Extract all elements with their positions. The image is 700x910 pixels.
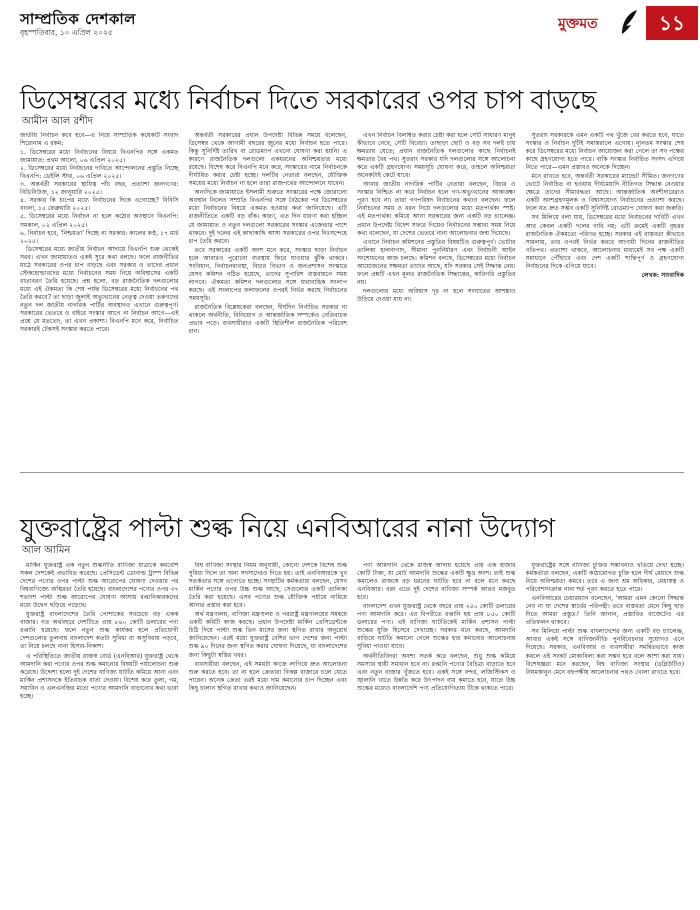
paragraph: ডিসেম্বরের মধ্যে জাতীয় নির্বাচন আদায়ে বিএনপি শুরু থেকেই সরব। এখন জামায়াতও একই সুরে কথা বলছে। ফলে রাজনীতির মাঠে সরকারের ওপর চাপ বাড়ছে এবং সরকার ও তাদের প্রধান স্টেকহোল্ডারদের মধ্যে নির্বাচনের সময় নিয়ে অবিশ্বাসের একটি বাতাবরণ তৈরি হয়েছে। প্রশ্ন হলো, বড় রাজনৈতিক দলগুলোর মধ্যে এই ঐকমত্য কি শেষ পর্যন্ত ডিসেম্বরের মধ্যে নির্বাচনের পথ তৈরি করবে? তা ছাড়া জুলাই অভ্যুত্থানের নেতৃত্ব দেওয়া তরুণদের নতুন দল জাতীয় নাগরিক পার্টির অবস্থানও এখানে গুরুত্বপূর্ণ। সরকারের ভেতরে ও বাইরে সংস্কার আগে না নির্বাচন আগে—এই প্রশ্নে যে মতভেদ, তা এখন প্রকাশ্য। বিএনপি মনে করে, নির্বাচিত সরকারই টেকসই সংস্কার করতে পারে। [20, 245, 179, 334]
paragraph: তবে সরকারের একটি অংশ মনে করে, সংস্কার ছাড়া নির্বাচন হলে আবারও পুরোনো ব্যবস্থায় ফিরে যাওয়ার ঝুঁকি থাকবে। সংবিধান, নির্বাচনব্যবস্থা, বিচার বিভাগ ও জনপ্রশাসন সংস্কারে যেসব কমিশন গঠিত হয়েছে, তাদের সুপারিশ বাস্তবায়নে সময় লাগবে। ঐকমত্য কমিশন দলগুলোর সঙ্গে ধারাবাহিক সংলাপ করছে। এই সংলাপের ফলাফলের ওপরই নির্ভর করছে নির্বাচনের সময়সূচি। [188, 246, 347, 302]
paragraph: যুক্তরাষ্ট্রের সঙ্গে বাণিজ্য চুক্তির সম্ভাবনাও খতিয়ে দেখা হচ্ছে। কর্মকর্তারা বলছেন, একটি কাঠামোগত চুক্তি হলে দীর্ঘ মেয়াদে শুল্ক নিয়ে অনিশ্চয়তা কমবে। তবে এ জন্য শ্রম অধিকার, মেধাস্বত্ব ও পরিবেশসংক্রান্ত নানা শর্ত পূরণ করতে হতে পারে। [525, 562, 684, 594]
paragraph: ৫. ডিসেম্বরের মধ্যে নির্বাচন না হলে কঠোর অবস্থানে বিএনপি: সমকাল, ০২ এপ্রিল ২০২৫। [20, 213, 179, 229]
article2-headline: যুক্তরাষ্ট্রের পাল্টা শুল্ক নিয়ে এনবিআরের নানা উদ্যোগ [20, 514, 555, 544]
article2-column-2 [189, 562, 348, 902]
article2-columns [20, 562, 684, 902]
author-note: লেখক: সাংবাদিক [641, 271, 684, 279]
article2-column-1 [20, 562, 179, 902]
paragraph: সুতরাং সরকারকে এমন একটি পথ খুঁজে বের করতে হবে, যাতে সংস্কার ও নির্বাচন দুটিই সমান্তরালে এগোয়। ন্যূনতম সংস্কার শেষ করে ডিসেম্বরের মধ্যে নির্বাচন আয়োজন করা গেলে তা সব পক্ষের কাছে গ্রহণযোগ্য হতে পারে। বাকি সংস্কার নির্বাচিত সংসদ এগিয়ে নিতে পারে—এমন প্রস্তাবও অনেকে দিচ্ছেন। [525, 132, 684, 172]
article2-byline: আল আমিন [22, 545, 71, 556]
paragraph: অন্তর্বর্তী সরকারের প্রধান উপদেষ্টা বিভিন্ন সময়ে বলেছেন, ডিসেম্বর থেকে আগামী বছরের জুনের মধ্যে নির্বাচন হতে পারে। কিন্তু সুনির্দিষ্ট তারিখ বা রোডম্যাপ এখনো ঘোষণা করা হয়নি। এ কারণে রাজনৈতিক দলগুলো একধরনের অনিশ্চয়তার মধ্যে রয়েছে। বিশেষ করে বিএনপি মনে করে, সংস্কারের নামে নির্বাচনকে দীর্ঘায়িত করার চেষ্টা হচ্ছে। দলটির নেতারা বলছেন, যৌক্তিক সময়ের মধ্যে নির্বাচন না হলে তারা রাজপথের আন্দোলনে যাবেন। [188, 132, 347, 188]
article1-column-2 [189, 132, 348, 460]
article1-column-4 [526, 132, 685, 460]
paragraph: ৬. নির্বাচন হবে, 'নিশ্চয়তা' দিচ্ছে না সরকার: কালের কণ্ঠ, ১৭ মার্চ ২০২৫। [20, 229, 179, 245]
paragraph: ৩. অন্তর্বর্তী সরকারের স্থায়িত্ব পাঁচ বছর, প্রত্যাশা জনগণের: বিডিনিউজ, ১২ জানুয়ারি ২০২৫। [20, 181, 179, 197]
paragraph: অর্থ মন্ত্রণালয়, বাণিজ্য মন্ত্রণালয় ও পররাষ্ট্র মন্ত্রণালয়ের সমন্বয়ে একটি কমিটি কাজ করছে। প্রধান উপদেষ্টা মার্কিন প্রেসিডেন্টকে চিঠি দিয়ে পাল্টা শুল্ক তিন মাসের জন্য স্থগিত রাখার অনুরোধ জানিয়েছেন। এরই মধ্যে যুক্তরাষ্ট্র বেশির ভাগ দেশের জন্য পাল্টা শুল্ক ৯০ দিনের জন্য স্থগিত করার ঘোষণা দিয়েছে, যা বাংলাদেশের জন্য কিছুটা স্বস্তির খবর। [188, 611, 347, 659]
article1-body [20, 132, 684, 460]
paragraph: অর্থনীতিবিদরা অবশ্য সতর্ক করে বলছেন, শুধু শুল্ক কমিয়ে সমস্যার স্থায়ী সমাধান হবে না। রপ্তানি পণ্যের বৈচিত্র্য বাড়াতে হবে এবং নতুন বাজার খুঁজতে হবে। একই সঙ্গে বন্দর, লজিস্টিকস ও জ্বালানি খাতে উন্নতি করে উৎপাদন ব্যয় কমাতে হবে, যাতে উচ্চ শুল্কের মধ্যেও বাংলাদেশি পণ্য প্রতিযোগিতায় টিকে থাকতে পারে। [357, 652, 516, 692]
paragraph: ২. ডিসেম্বরের মধ্যে নির্বাচনের দাবিতে আন্দোলনের প্রস্তুতি নিচ্ছে বিএনপি: ডেইলি স্টার, ০৬ এপ্রিল ২০২৫। [20, 165, 179, 181]
article1-byline: আমীন আল রশীদ [22, 116, 94, 127]
paragraph: এ পরিস্থিতিতে জাতীয় রাজস্ব বোর্ড (এনবিআর) যুক্তরাষ্ট্র থেকে আমদানি করা পণ্যের ওপর শুল্ক কমানোর বিষয়টি পর্যালোচনা শুরু করেছে। উদ্দেশ্য হলো দুই দেশের বাণিজ্য ঘাটতি কমিয়ে আনা এবং মার্কিন প্রশাসনকে ইতিবাচক বার্তা দেওয়া। বিশেষ করে তুলা, গম, সয়াবিন ও এলএনজির মতো পণ্যের আমদানি বাড়ানোর কথা ভাবা হচ্ছে। [20, 652, 179, 700]
paragraph: এনবিআরের চেয়ারম্যান বলেছেন, 'আমরা এমন কোনো সিদ্ধান্ত নেব না যা দেশের স্বার্থের পরিপন্থী। তবে বাস্তবতা মেনে কিছু ছাড় দিতে আমরা প্রস্তুত।' তিনি জানান, প্রস্তাবিত বাজেটেও এর প্রতিফলন থাকবে। [525, 595, 684, 627]
paragraph: অন্যদিকে জামায়াতে ইসলামী শুরুতে সংস্কারের পক্ষে জোরালো অবস্থান নিলেও সম্প্রতি বিএনপির সঙ্গে বৈঠকের পর ডিসেম্বরের মধ্যে নির্বাচনের বিষয়ে একমত হওয়ার কথা জানিয়েছে। এটি রাজনীতিতে একটি বড় বাঁক। কারণ, এত দিন ধারণা করা হচ্ছিল যে জামায়াত ও নতুন দলগুলো সরকারের সংস্কার এজেন্ডার পাশে থাকবে। দুই দলের এই কাছাকাছি আসা সরকারের ওপর নিঃসন্দেহে চাপ তৈরি করবে। [188, 189, 347, 245]
date-line: বৃহস্পতিবার, ১০ এপ্রিল ২০২৫ [20, 28, 113, 37]
paragraph: আবার জাতীয় নাগরিক পার্টির নেতারা বলছেন, বিচার ও সংস্কার নিশ্চিত না করে নির্বাচন হলে গণ-অভ্যুত্থানের আকাঙ্ক্ষা পূরণ হবে না। তারা গণপরিষদ নির্বাচনের কথাও বলছেন। ফলে নির্বাচনের সময় ও ধরন নিয়ে দলগুলোর মধ্যে মতপার্থক্য স্পষ্ট। এই মতপার্থক্য কমিয়ে আনা সরকারের জন্য একটি বড় চ্যালেঞ্জ। প্রধান উপদেষ্টা বিদেশ সফরে গিয়েও নির্বাচনের সম্ভাব্য সময় নিয়ে কথা বলেছেন, যা দেশের ভেতরে নানা আলোচনার জন্ম দিয়েছে। [357, 181, 516, 237]
paragraph: সব মিলিয়ে বলা যায়, ডিসেম্বরের মধ্যে নির্বাচনের দাবিটি এখন আর কেবল একটি দলের দাবি নয়; এটি ক্রমেই একটি বৃহত্তর রাজনৈতিক ঐকমত্যে পরিণত হচ্ছে। সরকার এই বাস্তবতা কীভাবে সামলায়, তার ওপরই নির্ভর করবে আগামী দিনের রাজনীতির গতিপথ। প্রত্যাশা থাকবে, আলোচনার মাধ্যমেই সব পক্ষ একটি সমাধানে পৌঁছাবে এবং দেশ একটি শান্তিপূর্ণ ও গ্রহণযোগ্য নির্বাচনের দিকে এগিয়ে যাবে। [525, 214, 684, 270]
section-label: মুক্তমত [558, 16, 598, 32]
paragraph: ৪. সরকার কি চাপের মধ্যে নির্বাচনের দিকে এগোচ্ছে? বিবিসি বাংলা, ১৫ ফেব্রুয়ারি ২০২৫। [20, 197, 179, 213]
article1-column-3 [357, 132, 516, 460]
paragraph: বিশ্ব বাণিজ্য সংস্থার নিয়ম অনুযায়ী, কোনো দেশকে বিশেষ শুল্ক সুবিধা দিলে তা অন্য সদস্যদেরও দিতে হয়। তাই এনবিআরকে খুব সতর্কতার সঙ্গে এগোতে হচ্ছে। সংস্থাটির কর্মকর্তারা বলছেন, যেসব মার্কিন পণ্যের ওপর উচ্চ শুল্ক আছে, সেগুলোর একটি তালিকা তৈরি করা হয়েছে। এসব পণ্যের শুল্ক যৌক্তিক পর্যায়ে নামিয়ে আনার প্রস্তাব করা হবে। [188, 562, 347, 610]
paragraph: এখানে নির্বাচন কমিশনের প্রস্তুতির বিষয়টিও গুরুত্বপূর্ণ। ভোটার তালিকা হালনাগাদ, সীমানা পুনর্নির্ধারণ এবং নির্বাচনী আইন সংশোধনের কাজ চলছে। কমিশন বলছে, ডিসেম্বরের মধ্যে নির্বাচন আয়োজনের সক্ষমতা তাদের আছে, যদি সরকার সেই সিদ্ধান্ত নেয়। ফলে প্রশ্নটি এখন মূলত রাজনৈতিক সিদ্ধান্তের, কারিগরি প্রস্তুতির নয়। [357, 238, 516, 286]
paragraph: দলগুলোর মধ্যে অবিশ্বাস দূর না হলে সংঘাতের আশঙ্কাও উড়িয়ে দেওয়া যায় না। [357, 287, 516, 303]
publication-name: সাম্প্রতিক দেশকাল [20, 10, 136, 28]
paragraph: ব্যবসায়ীরা বলছেন, এই সময়টা কাজে লাগিয়ে দ্রুত আলোচনা শুরু করতে হবে। তা না হলে ক্রেতারা বিকল্প বাজারে চলে যেতে পারেন। অনেক ক্রেতা এরই মধ্যে দাম কমানোর চাপ দিচ্ছেন এবং কিছু চালান স্থগিত রাখার কথাও জানিয়েছেন। [188, 660, 347, 692]
article1-column-1 [20, 132, 179, 460]
paragraph: ১. ডিসেম্বরের মধ্যে নির্বাচনের বিষয়ে বিএনপির সঙ্গে একমত জামায়াত: প্রথম আলো, ০৬ এপ্রিল ২০২৫। [20, 149, 179, 165]
article2-column-3 [357, 562, 516, 902]
quill-logo-icon [618, 8, 640, 36]
paragraph: মনে রাখতে হবে, অন্তর্বর্তী সরকারের ম্যান্ডেট সীমিত। জনগণের ভোটে নির্বাচিত না হওয়ায় দীর্ঘমেয়াদি নীতিগত সিদ্ধান্ত নেওয়ার ক্ষেত্রে তাদের সীমাবদ্ধতা আছে। আন্তর্জাতিক অংশীদারেরাও একটি অংশগ্রহণমূলক ও বিশ্বাসযোগ্য নির্বাচনের প্রত্যাশা করছে। ফলে যত দ্রুত সম্ভব একটি সুনির্দিষ্ট রোডম্যাপ ঘোষণা করা জরুরি। [525, 173, 684, 213]
article1-headline: ডিসেম্বরের মধ্যে নির্বাচন দিতে সরকারের ওপর চাপ বাড়ছে [20, 86, 596, 116]
paragraph: এখন নির্বাচন বিলম্বিত করার চেষ্টা করা হলে সেটি সাধারণ মানুষ কীভাবে নেবে, সেটি বিবেচ্য। তাছাড়া ছোট ও বড় সব দলই চায় ক্ষমতায় যেতে; প্রধান রাজনৈতিক দলগুলোর কাছে নির্বাচনই ক্ষমতার বৈধ পথ। সুতরাং সরকার যদি দলগুলোর সঙ্গে আলোচনা করে একটি গ্রহণযোগ্য সময়সূচি ঘোষণা করে, তাহলে অনিশ্চয়তা অনেকটাই কেটে যাবে। [357, 132, 516, 180]
paragraph: পণ্য আমদানি থেকে রাজস্ব আদায় হয়েছে প্রায় এক হাজার কোটি টাকা, যা মোট আমদানি শুল্কের একটি ক্ষুদ্র অংশ। তাই শুল্ক কমালেও রাজস্বে বড় ধরনের ঘাটতি হবে না বলে মনে করছে এনবিআর। বরং এতে দুই দেশের বাণিজ্য সম্পর্ক আরও মজবুত হবে। [357, 562, 516, 602]
article2-column-4 [526, 562, 685, 902]
article-divider [20, 472, 684, 473]
paragraph: জাতীয় নির্বাচন কবে হবে—এ নিয়ে সাম্প্রতিক কয়েকটি সংবাদ শিরোনাম এ রকম: [20, 132, 179, 148]
article1-columns [20, 132, 684, 460]
paragraph: যুক্তরাষ্ট্র বাংলাদেশের তৈরি পোশাকের সবচেয়ে বড় একক বাজার। গত অর্থবছরে দেশটিতে প্রায় ৮৪০ কোটি ডলারের পণ্য রপ্তানি হয়েছে। ফলে নতুন শুল্ক কার্যকর হলে প্রতিযোগী দেশগুলোর তুলনায় বাংলাদেশ কতটা সুবিধা বা অসুবিধায় পড়বে, তা নিয়ে চলছে নানা হিসাব-নিকাশ। [20, 611, 179, 651]
paragraph: রাজনৈতিক বিশ্লেষকেরা বলছেন, দীর্ঘদিন নির্বাচিত সরকার না থাকলে অর্থনীতি, বিনিয়োগ ও আন্তর্জাতিক সম্পর্কেও নেতিবাচক প্রভাব পড়ে। ব্যবসায়ীরাও একটি স্থিতিশীল রাজনৈতিক পরিবেশ চান। [188, 303, 347, 336]
section-tag [548, 4, 700, 40]
paragraph: সব মিলিয়ে পাল্টা শুল্ক বাংলাদেশের জন্য একটি বড় চ্যালেঞ্জ, আবার একই সঙ্গে বাণিজ্যনীতি পুনর্বিবেচনার সুযোগও এনে দিয়েছে। সরকার, এনবিআর ও ব্যবসায়ীরা সমন্বিতভাবে কাজ করলে এই সংকট মোকাবিলা করা সম্ভব হবে বলে আশা করা যায়। বিশেষজ্ঞরা মনে করছেন, বিশ্ব বাণিজ্য সংস্থার (ডব্লিউটিও) নিয়মকানুন মেনে বহুপক্ষীয় আলোচনার পথও খোলা রাখতে হবে। [525, 628, 684, 676]
masthead [0, 0, 700, 46]
page-number: ১১ [646, 6, 698, 40]
article2-body [20, 562, 684, 902]
paragraph: বাংলাদেশ এখন যুক্তরাষ্ট্র থেকে বছরে প্রায় ২৫০ কোটি ডলারের পণ্য আমদানি করে। এর বিপরীতে রপ্তানি হয় প্রায় ৮৫০ কোটি ডলারের পণ্য। এই বাণিজ্য ঘাটতিকেই মার্কিন প্রশাসন পাল্টা শুল্কের যুক্তি হিসেবে দেখাচ্ছে। সরকার মনে করছে, আমদানি বাড়িয়ে ঘাটতি কমানো গেলে শুল্কের হার কমানোর আলোচনায় সুবিধা পাওয়া যাবে। [357, 603, 516, 651]
paragraph: মার্কিন যুক্তরাষ্ট্র এক নতুন শুল্কনীতি বাণিজ্য যাত্রাকে কমবেশি সকল দেশকেই প্রভাবিত করেছে। প্রেসিডেন্ট ডোনাল্ড ট্রাম্প বিভিন্ন দেশের পণ্যের ওপর পাল্টা শুল্ক আরোপের ঘোষণা দেওয়ার পর বিশ্ববাণিজ্যে অস্থিরতা তৈরি হয়েছে। বাংলাদেশের পণ্যের ওপর ৩৭ শতাংশ পাল্টা শুল্ক আরোপের ঘোষণা আসায় রপ্তানিকারকদের মধ্যে উদ্বেগ ছড়িয়ে পড়েছে। [20, 562, 179, 610]
